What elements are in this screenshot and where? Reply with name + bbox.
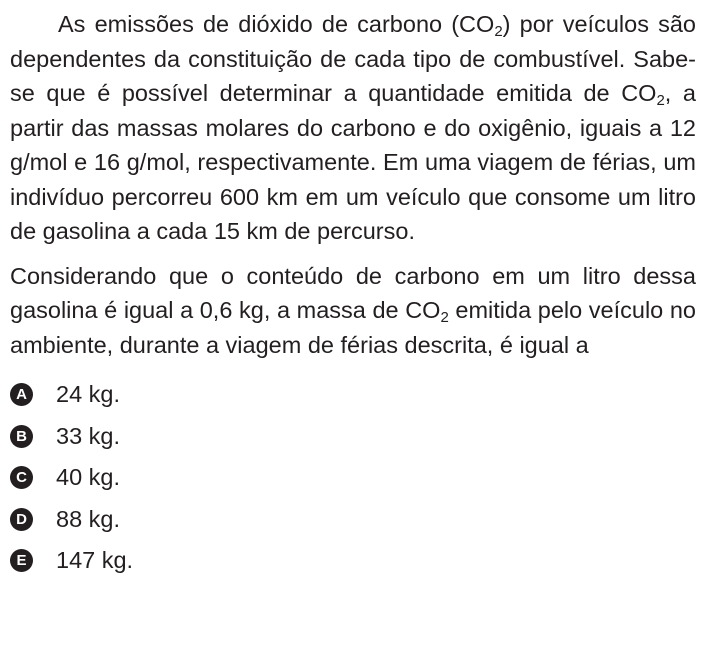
prompt-text-1: Considerando que o conteúdo de carbono em um litro dessa gasolina é igual a 0,6 kg, a massa de CO	[10, 262, 696, 323]
option-letter-badge: D	[10, 508, 33, 531]
option-letter-badge: B	[10, 425, 33, 448]
question	[10, 7, 696, 582]
question-prompt	[10, 259, 696, 363]
question-statement	[10, 7, 696, 249]
option-text: 147 kg.	[56, 547, 134, 574]
prompt-text-2: emitida pelo veículo no ambiente, durante a viagem de férias descrita, é igual a	[10, 297, 696, 358]
option-c[interactable]	[10, 457, 696, 499]
subscript-2: 2	[440, 309, 449, 326]
subscript-2: 2	[656, 92, 665, 109]
statement-text-1: As emissões de dióxido de carbono (CO	[58, 11, 495, 37]
statement-text-2: ) por veículos são dependentes da constituição de cada tipo de combustível. Sabe-se que é possível determinar a quantidade emitida de CO	[10, 11, 696, 106]
statement-text-3: , a partir das massas molares do carbono e do oxigênio, iguais a 12 g/mol e 16 g/mol, respectivamente. Em uma viagem de férias, um indivíduo percorreu 600 km em um veículo que consome um litro de gasolina a cada 15 km de percurso.	[10, 80, 696, 244]
option-text: 88 kg.	[56, 505, 121, 532]
option-a[interactable]	[10, 374, 696, 416]
option-text: 33 kg.	[56, 422, 121, 449]
option-letter-badge: A	[10, 383, 33, 406]
option-e[interactable]	[10, 540, 696, 582]
subscript-2: 2	[494, 23, 503, 40]
option-d[interactable]	[10, 499, 696, 541]
option-letter-badge: C	[10, 466, 33, 489]
option-text: 24 kg.	[56, 381, 121, 408]
option-text: 40 kg.	[56, 464, 121, 491]
option-b[interactable]	[10, 416, 696, 458]
answer-options	[10, 374, 696, 582]
option-letter-badge: E	[10, 549, 33, 572]
